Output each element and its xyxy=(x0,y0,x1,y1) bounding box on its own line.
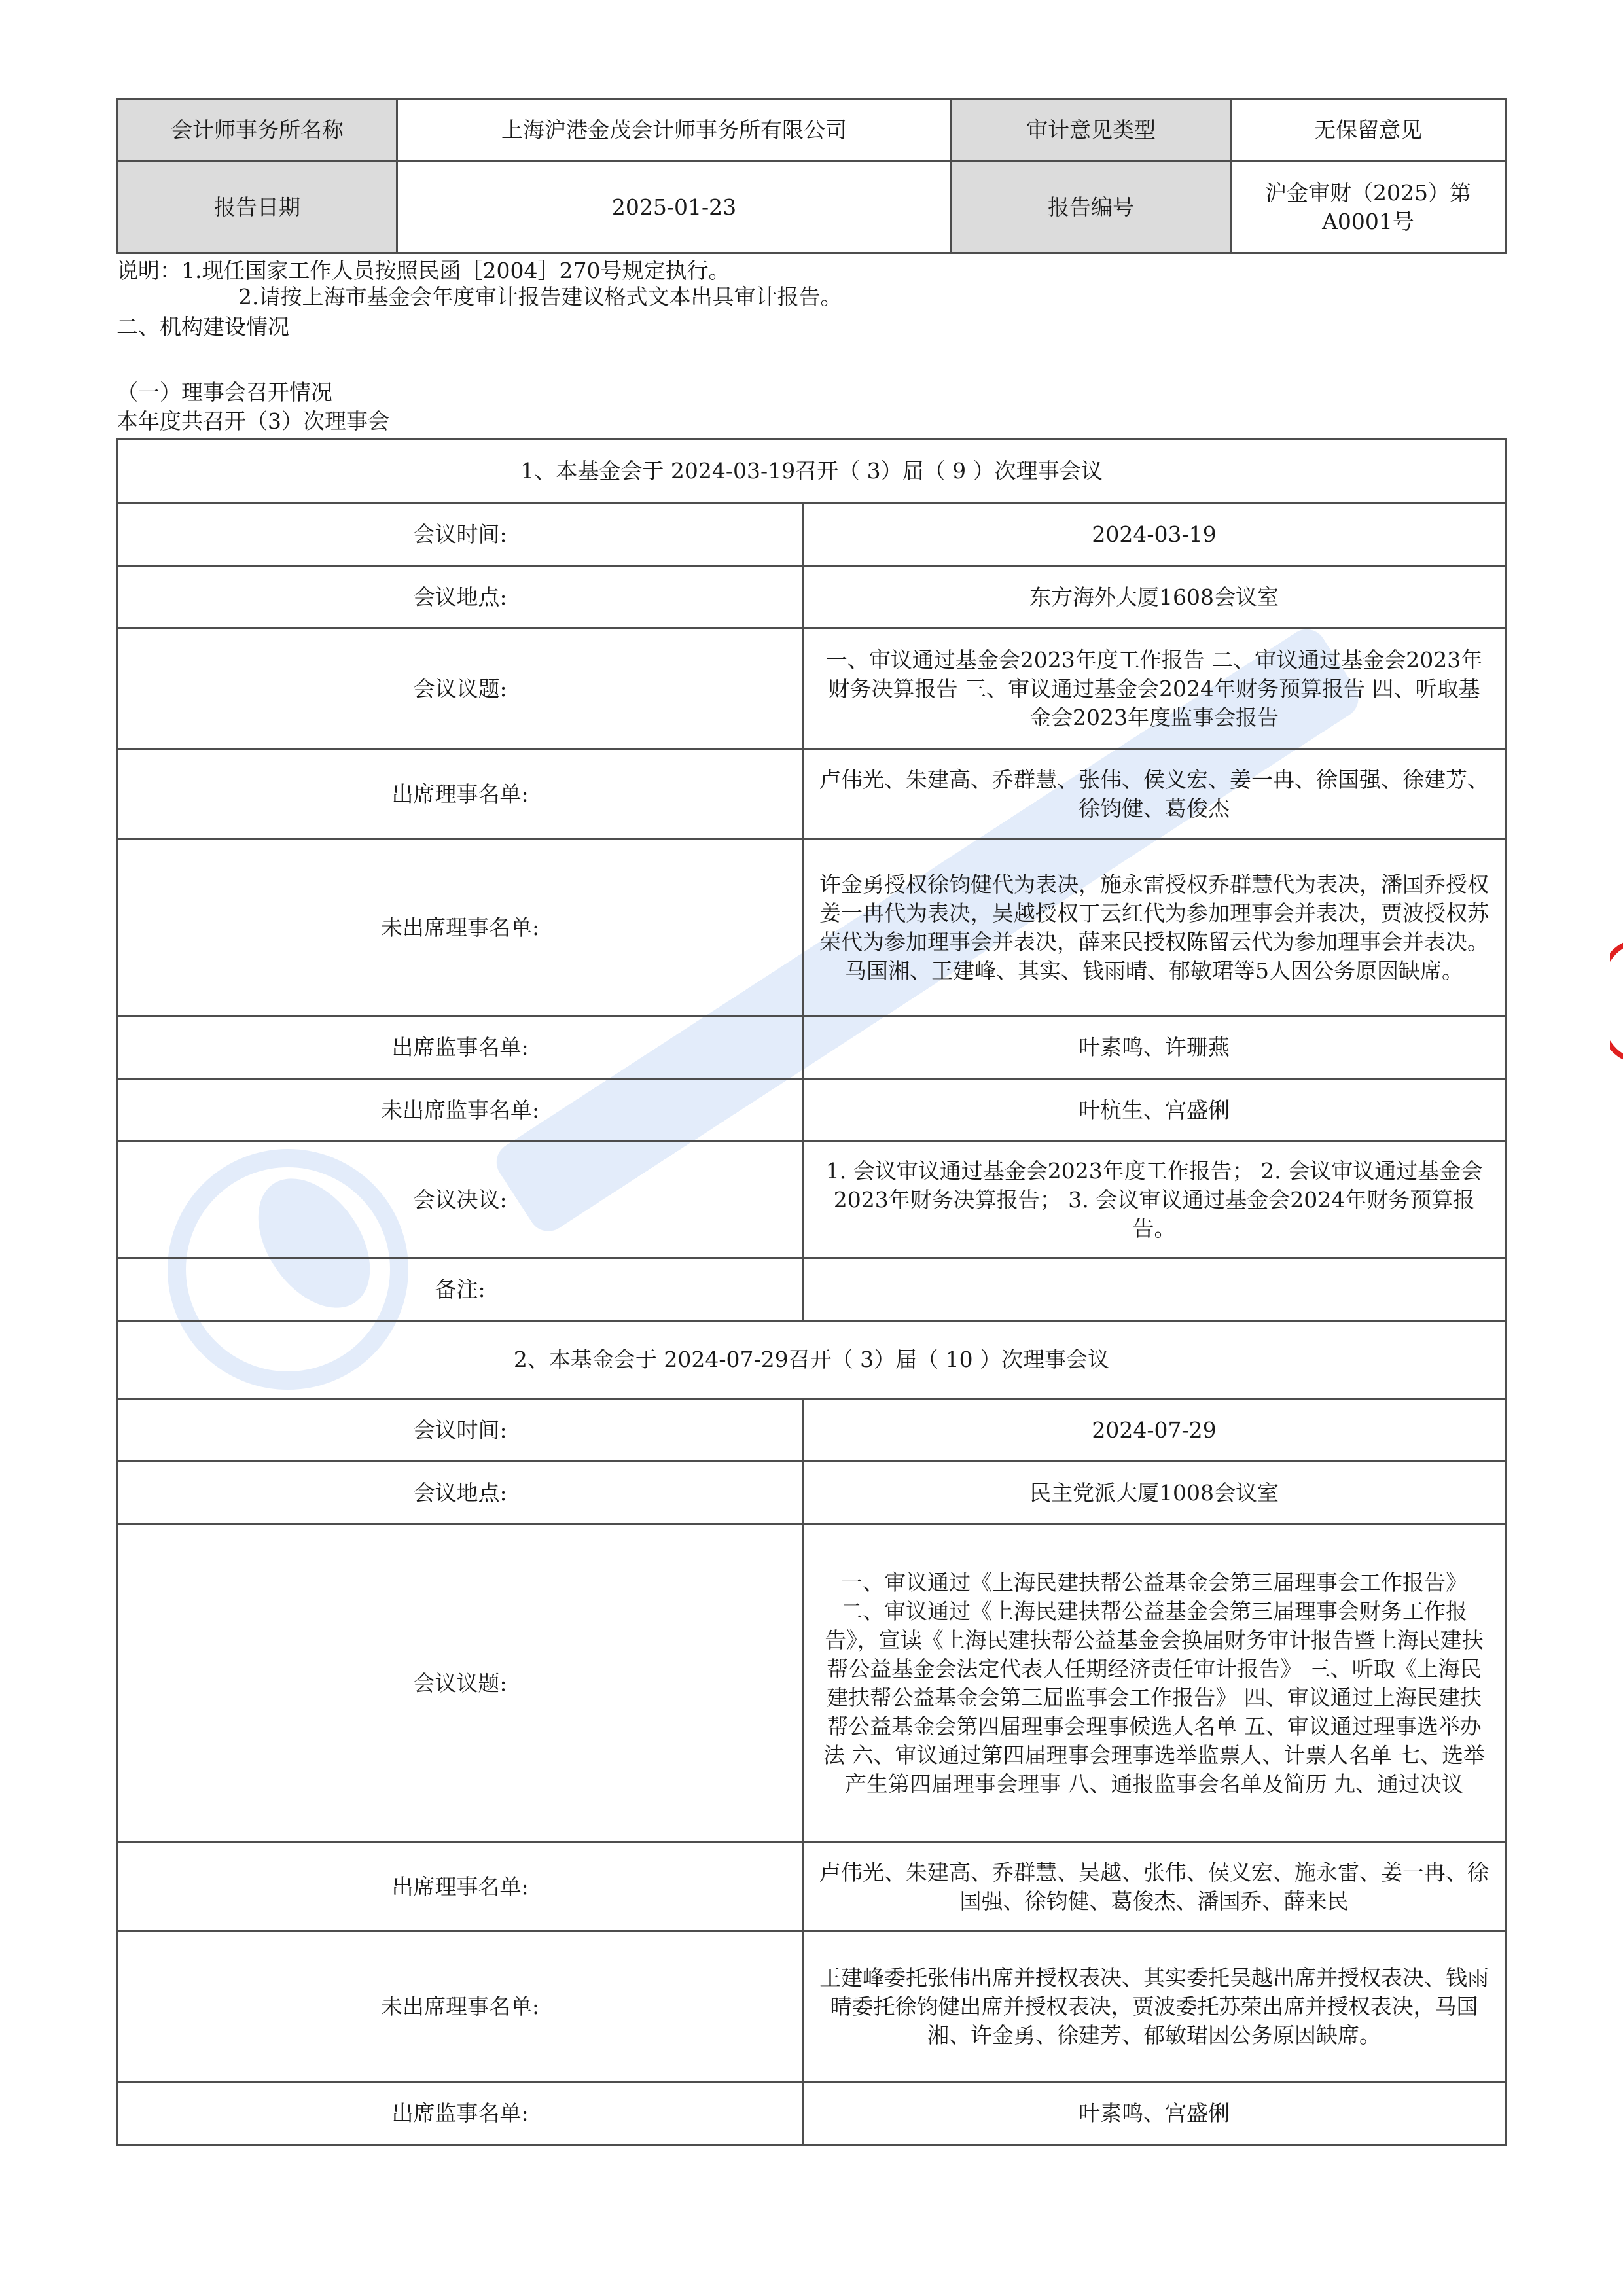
opinion-label: 审计意见类型 xyxy=(952,99,1231,162)
meeting-1-resolutions-value: 1. 会议审议通过基金会2023年度工作报告； 2. 会议审议通过基金会2023年财务决算报告； 3. 会议审议通过基金会2024年财务预算报告。 xyxy=(803,1142,1506,1258)
audit-info-table xyxy=(116,98,1507,254)
meeting-2-present-directors-value: 卢伟光、朱建高、乔群慧、吴越、张伟、侯义宏、施永雷、姜一冉、徐国强、徐钧健、葛俊杰、潘国乔、薛来民 xyxy=(803,1843,1506,1932)
meeting-2-topics-value: 一、审议通过《上海民建扶帮公益基金会第三届理事会工作报告》 二、审议通过《上海民建扶帮公益基金会第三届理事会财务工作报告》，宣读《上海民建扶帮公益基金会换届财务审计报告暨上海民建扶帮公益基金会法定代表人任期经济责任审计报告》 三、听取《上海民建扶帮公益基金会第三届监事会工作报告》 四、审议通过上海民建扶帮公益基金会第四届理事会理事候选人名单 五、审议通过理事选举办法 六、审议通过第四届理事会理事选举监票人、计票人名单 七、选举产生第四届理事会理事 八、通报监事会名单及简历 九、通过决议 xyxy=(803,1525,1506,1843)
meeting-1-present-supervisors-value: 叶素鸣、许珊燕 xyxy=(803,1016,1506,1079)
meeting-2-present-supervisors-label: 出席监事名单: xyxy=(118,2082,803,2145)
meeting-2-title: 2、本基金会于 2024-07-29召开（ 3）届（ 10 ）次理事会议 xyxy=(118,1321,1506,1399)
meeting-1-time-label: 会议时间: xyxy=(118,503,803,566)
meeting-2-table xyxy=(116,1320,1507,2146)
section-heading: 二、机构建设情况 xyxy=(116,314,289,340)
note-2: 2.请按上海市基金会年度审计报告建议格式文本出具审计报告。 xyxy=(238,284,842,309)
opinion-value: 无保留意见 xyxy=(1231,99,1506,162)
date-label: 报告日期 xyxy=(118,162,397,253)
red-stamp-edge xyxy=(1610,936,1623,1067)
firm-label: 会计师事务所名称 xyxy=(118,99,397,162)
meeting-1-topics-label: 会议议题: xyxy=(118,629,803,749)
meeting-1-place-value: 东方海外大厦1608会议室 xyxy=(803,566,1506,629)
meeting-1-topics-value: 一、审议通过基金会2023年度工作报告 二、审议通过基金会2023年财务决算报告 三、审议通过基金会2024年财务预算报告 四、听取基金会2023年度监事会报告 xyxy=(803,629,1506,749)
meeting-1-absent-directors-label: 未出席理事名单: xyxy=(118,839,803,1016)
section-subheading: （一）理事会召开情况 xyxy=(116,380,332,405)
meeting-summary: 本年度共召开（3）次理事会 xyxy=(116,408,389,434)
meeting-1-remarks-label: 备注: xyxy=(118,1258,803,1321)
date-value: 2025-01-23 xyxy=(397,162,952,253)
note-1: 说明：1.现任国家工作人员按照民函［2004］270号规定执行。 xyxy=(116,258,730,283)
meeting-2-present-directors-label: 出席理事名单: xyxy=(118,1843,803,1932)
meeting-2-place-label: 会议地点: xyxy=(118,1462,803,1525)
number-value xyxy=(1231,162,1506,253)
number-value-line2: A0001号 xyxy=(1322,208,1414,234)
meeting-1-title: 1、本基金会于 2024-03-19召开（ 3）届（ 9 ）次理事会议 xyxy=(118,440,1506,503)
meeting-1-time-value: 2024-03-19 xyxy=(803,503,1506,566)
number-value-line1: 沪金审财（2025）第 xyxy=(1265,179,1471,205)
meeting-1-remarks-value xyxy=(803,1258,1506,1321)
meeting-1-resolutions-label: 会议决议: xyxy=(118,1142,803,1258)
meeting-1-present-directors-label: 出席理事名单: xyxy=(118,749,803,839)
number-label: 报告编号 xyxy=(952,162,1231,253)
meeting-2-absent-directors-label: 未出席理事名单: xyxy=(118,1932,803,2082)
meeting-2-absent-directors-value: 王建峰委托张伟出席并授权表决、其实委托吴越出席并授权表决、钱雨晴委托徐钧健出席并授权表决，贾波委托苏荣出席并授权表决，马国湘、许金勇、徐建芳、郁敏珺因公务原因缺席。 xyxy=(803,1932,1506,2082)
firm-value: 上海沪港金茂会计师事务所有限公司 xyxy=(397,99,952,162)
meeting-1-present-directors-value: 卢伟光、朱建高、乔群慧、张伟、侯义宏、姜一冉、徐国强、徐建芳、徐钧健、葛俊杰 xyxy=(803,749,1506,839)
meeting-1-place-label: 会议地点: xyxy=(118,566,803,629)
meeting-1-table xyxy=(116,438,1507,1322)
notes xyxy=(116,258,1507,310)
meeting-2-time-label: 会议时间: xyxy=(118,1399,803,1462)
meeting-1-present-supervisors-label: 出席监事名单: xyxy=(118,1016,803,1079)
meeting-2-place-value: 民主党派大厦1008会议室 xyxy=(803,1462,1506,1525)
meeting-2-topics-label: 会议议题: xyxy=(118,1525,803,1843)
meeting-2-time-value: 2024-07-29 xyxy=(803,1399,1506,1462)
meeting-2-present-supervisors-value: 叶素鸣、宫盛俐 xyxy=(803,2082,1506,2145)
meeting-1-absent-supervisors-label: 未出席监事名单: xyxy=(118,1079,803,1142)
meeting-1-absent-supervisors-value: 叶杭生、宫盛俐 xyxy=(803,1079,1506,1142)
meeting-1-absent-directors-value: 许金勇授权徐钧健代为表决，施永雷授权乔群慧代为表决，潘国乔授权姜一冉代为表决，吴越授权丁云红代为参加理事会并表决，贾波授权苏荣代为参加理事会并表决，薛来民授权陈留云代为参加理事会并表决。马国湘、王建峰、其实、钱雨晴、郁敏珺等5人因公务原因缺席。 xyxy=(803,839,1506,1016)
